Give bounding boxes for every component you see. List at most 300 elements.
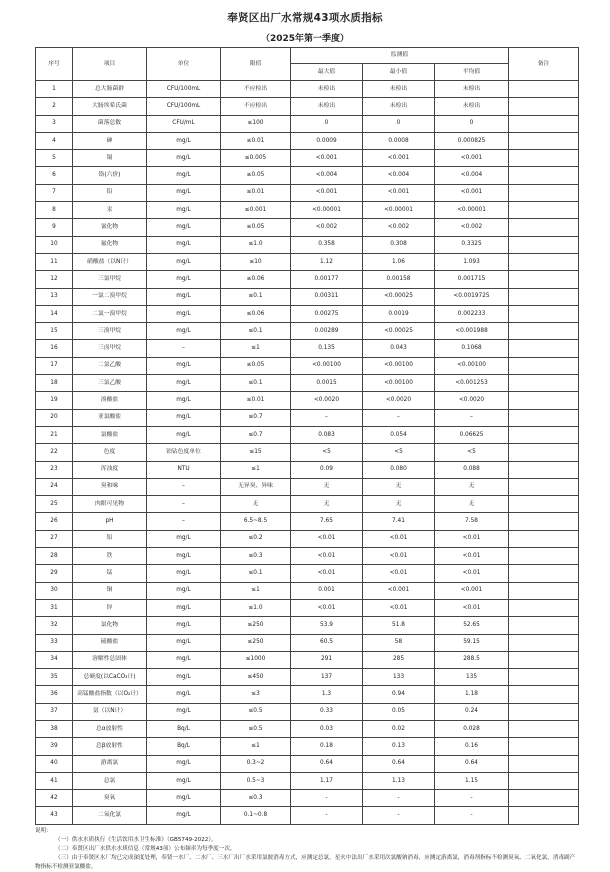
cell-min: <0.01: [363, 548, 435, 565]
cell-no: 16: [36, 340, 73, 357]
cell-item: 镉: [73, 150, 147, 167]
cell-no: 33: [36, 634, 73, 651]
cell-max: 0.03: [291, 720, 363, 737]
cell-unit: mg/L: [147, 150, 221, 167]
cell-remark: [509, 651, 579, 668]
cell-limit: ≤0.5: [221, 720, 291, 737]
cell-item: 肉眼可见物: [73, 496, 147, 513]
cell-item: 硝酸盐（以N计）: [73, 253, 147, 270]
cell-no: 7: [36, 184, 73, 201]
cell-remark: [509, 150, 579, 167]
cell-unit: mg/L: [147, 305, 221, 322]
cell-avg: <0.0020: [435, 392, 509, 409]
cell-no: 25: [36, 496, 73, 513]
cell-item: 溶解性总固体: [73, 651, 147, 668]
note-item-3: （三）由于奉贤区水厂均已完成深度处理，奉贤一水厂、二水厂、三水厂出厂水采用氯胺消毒方式，应测定总氯，星火中法出厂水采用次氯酸钠消毒，应测定游离氯，消毒剂指标不检测臭氧、二氧化氯，消毒副产物指标不检测亚氯酸盐。: [35, 855, 576, 870]
cell-unit: –: [147, 513, 221, 530]
cell-min: 0.05: [363, 703, 435, 720]
cell-max: <0.01: [291, 530, 363, 547]
cell-unit: mg/L: [147, 634, 221, 651]
table-header-row: [36, 48, 579, 64]
cell-avg: 无: [435, 496, 509, 513]
cell-remark: [509, 599, 579, 616]
notes-label: 说明：: [35, 828, 52, 834]
cell-item: pH: [73, 513, 147, 530]
cell-max: <5: [291, 444, 363, 461]
cell-remark: [509, 686, 579, 703]
cell-no: 10: [36, 236, 73, 253]
cell-limit: ≤1: [221, 461, 291, 478]
cell-min: 51.8: [363, 617, 435, 634]
cell-min: –: [363, 409, 435, 426]
cell-no: 42: [36, 790, 73, 807]
cell-max: 0.09: [291, 461, 363, 478]
cell-unit: mg/L: [147, 184, 221, 201]
cell-no: 22: [36, 444, 73, 461]
cell-limit: ≤0.005: [221, 150, 291, 167]
cell-no: 21: [36, 426, 73, 443]
cell-max: 0.00289: [291, 323, 363, 340]
cell-unit: mg/L: [147, 375, 221, 392]
cell-no: 5: [36, 150, 73, 167]
cell-item: 浑浊度: [73, 461, 147, 478]
cell-min: <0.00100: [363, 357, 435, 374]
cell-limit: 无异臭、异味: [221, 478, 291, 495]
table-row: [36, 617, 579, 634]
cell-remark: [509, 219, 579, 236]
cell-limit: ≤250: [221, 634, 291, 651]
cell-min: 无: [363, 496, 435, 513]
cell-item: 铁: [73, 548, 147, 565]
cell-item: 二氧化氯: [73, 807, 147, 824]
cell-unit: mg/L: [147, 582, 221, 599]
cell-item: 铬(六价): [73, 167, 147, 184]
cell-no: 18: [36, 375, 73, 392]
cell-min: 0.043: [363, 340, 435, 357]
cell-limit: ≤15: [221, 444, 291, 461]
cell-avg: 0.16: [435, 738, 509, 755]
cell-limit: ≤0.001: [221, 202, 291, 219]
cell-remark: [509, 236, 579, 253]
cell-unit: mg/L: [147, 548, 221, 565]
cell-remark: [509, 807, 579, 824]
cell-remark: [509, 98, 579, 115]
cell-limit: ≤10: [221, 253, 291, 270]
cell-min: 1.06: [363, 253, 435, 270]
cell-unit: mg/L: [147, 271, 221, 288]
cell-min: 未检出: [363, 81, 435, 98]
cell-item: 氨（以N计）: [73, 703, 147, 720]
cell-limit: ≤0.05: [221, 219, 291, 236]
cell-item: 氟化物: [73, 236, 147, 253]
page-subtitle: （2025年第一季度）: [260, 34, 350, 44]
header-unit: 单位: [147, 48, 221, 81]
cell-max: 1.12: [291, 253, 363, 270]
table-row: [36, 772, 579, 789]
cell-min: 1.13: [363, 772, 435, 789]
table-row: [36, 755, 579, 772]
cell-item: 总α放射性: [73, 720, 147, 737]
cell-max: 0.083: [291, 426, 363, 443]
cell-max: 0.00177: [291, 271, 363, 288]
cell-avg: 0.002233: [435, 305, 509, 322]
cell-item: 三卤甲烷: [73, 340, 147, 357]
note-item-2: （二）奉贤区出厂水供水水质信息（常规43项）公布频率为每季度一次。: [55, 846, 236, 852]
cell-avg: <0.001: [435, 184, 509, 201]
cell-unit: mg/L: [147, 323, 221, 340]
table-row: [36, 392, 579, 409]
cell-unit: CFU/mL: [147, 115, 221, 132]
header-min: 最小值: [363, 64, 435, 81]
cell-remark: [509, 496, 579, 513]
cell-avg: 0.028: [435, 720, 509, 737]
cell-limit: ≤100: [221, 115, 291, 132]
cell-limit: ≤1: [221, 582, 291, 599]
cell-avg: <0.01: [435, 599, 509, 616]
cell-avg: 0.1068: [435, 340, 509, 357]
table-row: [36, 686, 579, 703]
cell-unit: –: [147, 496, 221, 513]
cell-unit: mg/L: [147, 409, 221, 426]
cell-max: 291: [291, 651, 363, 668]
table-row: [36, 202, 579, 219]
cell-no: 3: [36, 115, 73, 132]
cell-limit: ≤1.0: [221, 236, 291, 253]
cell-no: 36: [36, 686, 73, 703]
cell-item: 菌落总数: [73, 115, 147, 132]
header-no: 序号: [36, 48, 73, 81]
cell-avg: <0.01: [435, 530, 509, 547]
cell-no: 29: [36, 565, 73, 582]
cell-max: <0.001: [291, 184, 363, 201]
cell-no: 4: [36, 132, 73, 149]
cell-avg: 未检出: [435, 81, 509, 98]
cell-min: <0.01: [363, 530, 435, 547]
note-item-1: （一）供水水质执行《生活饮用水卫生标准》（GB5749-2022）。: [55, 837, 217, 843]
cell-item: 硫酸盐: [73, 634, 147, 651]
header-limit: 限值: [221, 48, 291, 81]
cell-no: 35: [36, 669, 73, 686]
cell-avg: 1.18: [435, 686, 509, 703]
cell-limit: 无: [221, 496, 291, 513]
cell-remark: [509, 617, 579, 634]
cell-min: <0.002: [363, 219, 435, 236]
cell-unit: Bq/L: [147, 720, 221, 737]
cell-unit: mg/L: [147, 790, 221, 807]
cell-item: 溴酸盐: [73, 392, 147, 409]
table-row: [36, 565, 579, 582]
cell-max: <0.00100: [291, 357, 363, 374]
cell-item: 汞: [73, 202, 147, 219]
table-row: [36, 444, 579, 461]
cell-unit: mg/L: [147, 202, 221, 219]
cell-no: 15: [36, 323, 73, 340]
cell-min: 0: [363, 115, 435, 132]
cell-item: 锌: [73, 599, 147, 616]
table-row: [36, 703, 579, 720]
cell-no: 27: [36, 530, 73, 547]
cell-no: 12: [36, 271, 73, 288]
cell-item: 氯化物: [73, 617, 147, 634]
table-row: [36, 669, 579, 686]
cell-min: -: [363, 807, 435, 824]
cell-no: 23: [36, 461, 73, 478]
cell-limit: 6.5~8.5: [221, 513, 291, 530]
water-quality-table: [35, 47, 579, 825]
cell-unit: mg/L: [147, 167, 221, 184]
cell-avg: <5: [435, 444, 509, 461]
cell-limit: ≤0.06: [221, 305, 291, 322]
cell-no: 34: [36, 651, 73, 668]
cell-remark: [509, 357, 579, 374]
cell-avg: 0.001715: [435, 271, 509, 288]
table-row: [36, 634, 579, 651]
cell-limit: ≤0.01: [221, 132, 291, 149]
cell-max: 0.64: [291, 755, 363, 772]
cell-limit: 0.5~3: [221, 772, 291, 789]
cell-avg: 1.093: [435, 253, 509, 270]
cell-unit: mg/L: [147, 530, 221, 547]
cell-avg: 0.24: [435, 703, 509, 720]
cell-max: 53.9: [291, 617, 363, 634]
cell-remark: [509, 720, 579, 737]
cell-max: 未检出: [291, 81, 363, 98]
cell-limit: ≤1: [221, 340, 291, 357]
notes-section: [35, 827, 578, 872]
table-row: [36, 219, 579, 236]
cell-item: 一氯二溴甲烷: [73, 288, 147, 305]
cell-unit: mg/L: [147, 651, 221, 668]
cell-max: <0.004: [291, 167, 363, 184]
cell-max: 无: [291, 478, 363, 495]
cell-limit: 不应检出: [221, 98, 291, 115]
cell-max: 未检出: [291, 98, 363, 115]
cell-min: 0.0019: [363, 305, 435, 322]
cell-unit: –: [147, 478, 221, 495]
table-row: [36, 115, 579, 132]
table-row: [36, 807, 579, 824]
cell-item: 总氯: [73, 772, 147, 789]
cell-limit: ≤0.05: [221, 357, 291, 374]
cell-no: 40: [36, 755, 73, 772]
cell-max: 0: [291, 115, 363, 132]
cell-remark: [509, 461, 579, 478]
cell-no: 28: [36, 548, 73, 565]
cell-remark: [509, 115, 579, 132]
cell-min: <0.001: [363, 582, 435, 599]
cell-limit: ≤0.7: [221, 426, 291, 443]
cell-limit: ≤1000: [221, 651, 291, 668]
cell-avg: 0.000825: [435, 132, 509, 149]
cell-max: <0.001: [291, 150, 363, 167]
cell-unit: mg/L: [147, 288, 221, 305]
cell-min: <5: [363, 444, 435, 461]
cell-no: 13: [36, 288, 73, 305]
cell-max: <0.01: [291, 565, 363, 582]
table-row: [36, 426, 579, 443]
cell-remark: [509, 513, 579, 530]
cell-unit: mg/L: [147, 357, 221, 374]
cell-min: 未检出: [363, 98, 435, 115]
cell-remark: [509, 755, 579, 772]
cell-no: 31: [36, 599, 73, 616]
page-title: 奉贤区出厂水常规43项水质指标: [227, 12, 383, 24]
cell-remark: [509, 530, 579, 547]
header-remark: 备注: [509, 48, 579, 81]
cell-avg: <0.01: [435, 565, 509, 582]
cell-limit: ≤0.06: [221, 271, 291, 288]
cell-unit: NTU: [147, 461, 221, 478]
cell-avg: 0: [435, 115, 509, 132]
cell-item: 三氯乙酸: [73, 375, 147, 392]
cell-item: 三溴甲烷: [73, 323, 147, 340]
cell-max: 0.0015: [291, 375, 363, 392]
cell-remark: [509, 582, 579, 599]
cell-no: 41: [36, 772, 73, 789]
cell-min: 0.64: [363, 755, 435, 772]
cell-min: 0.02: [363, 720, 435, 737]
table-body: [36, 81, 579, 825]
table-row: [36, 236, 579, 253]
cell-min: 58: [363, 634, 435, 651]
cell-max: 0.00311: [291, 288, 363, 305]
cell-unit: mg/L: [147, 392, 221, 409]
cell-remark: [509, 478, 579, 495]
cell-avg: <0.00001: [435, 202, 509, 219]
table-row: [36, 305, 579, 322]
cell-limit: ≤1: [221, 738, 291, 755]
cell-avg: 0.64: [435, 755, 509, 772]
cell-min: -: [363, 790, 435, 807]
cell-min: 0.00158: [363, 271, 435, 288]
cell-unit: mg/L: [147, 426, 221, 443]
cell-remark: [509, 253, 579, 270]
cell-no: 26: [36, 513, 73, 530]
cell-remark: [509, 132, 579, 149]
table-row: [36, 375, 579, 392]
cell-unit: 铂钴色度单位: [147, 444, 221, 461]
cell-limit: ≤0.1: [221, 288, 291, 305]
cell-limit: ≤0.1: [221, 565, 291, 582]
cell-unit: mg/L: [147, 599, 221, 616]
cell-item: 铜: [73, 582, 147, 599]
cell-limit: ≤0.5: [221, 703, 291, 720]
cell-item: 总硬度(以CaCO₃计): [73, 669, 147, 686]
table-row: [36, 98, 579, 115]
cell-avg: <0.002: [435, 219, 509, 236]
cell-avg: <0.004: [435, 167, 509, 184]
cell-min: 0.13: [363, 738, 435, 755]
table-row: [36, 513, 579, 530]
cell-min: 0.94: [363, 686, 435, 703]
table-row: [36, 184, 579, 201]
cell-unit: mg/L: [147, 219, 221, 236]
cell-max: 1.17: [291, 772, 363, 789]
cell-avg: 52.65: [435, 617, 509, 634]
table-row: [36, 461, 579, 478]
table-row: [36, 409, 579, 426]
cell-limit: 不应检出: [221, 81, 291, 98]
cell-unit: mg/L: [147, 565, 221, 582]
cell-avg: -: [435, 807, 509, 824]
table-row: [36, 738, 579, 755]
cell-no: 11: [36, 253, 73, 270]
cell-remark: [509, 738, 579, 755]
table-row: [36, 150, 579, 167]
cell-unit: –: [147, 340, 221, 357]
cell-no: 30: [36, 582, 73, 599]
cell-max: 0.18: [291, 738, 363, 755]
table-row: [36, 167, 579, 184]
cell-item: 高锰酸盐指数（以O₂计）: [73, 686, 147, 703]
cell-max: <0.0020: [291, 392, 363, 409]
cell-avg: -: [435, 790, 509, 807]
cell-max: <0.01: [291, 548, 363, 565]
cell-unit: CFU/100mL: [147, 98, 221, 115]
cell-limit: ≤0.3: [221, 790, 291, 807]
cell-min: <0.00025: [363, 288, 435, 305]
cell-remark: [509, 167, 579, 184]
cell-remark: [509, 184, 579, 201]
cell-avg: <0.001: [435, 150, 509, 167]
cell-avg: 0.088: [435, 461, 509, 478]
cell-unit: Bq/L: [147, 738, 221, 755]
cell-item: 亚氯酸盐: [73, 409, 147, 426]
cell-limit: ≤450: [221, 669, 291, 686]
cell-remark: [509, 305, 579, 322]
cell-unit: mg/L: [147, 686, 221, 703]
header-max: 最大值: [291, 64, 363, 81]
cell-unit: mg/L: [147, 703, 221, 720]
table-row: [36, 720, 579, 737]
cell-remark: [509, 565, 579, 582]
cell-avg: <0.001253: [435, 375, 509, 392]
cell-no: 19: [36, 392, 73, 409]
cell-no: 6: [36, 167, 73, 184]
cell-limit: ≤0.2: [221, 530, 291, 547]
cell-min: <0.004: [363, 167, 435, 184]
cell-unit: mg/L: [147, 755, 221, 772]
table-row: [36, 271, 579, 288]
cell-avg: 0.06625: [435, 426, 509, 443]
cell-max: 137: [291, 669, 363, 686]
cell-limit: ≤0.01: [221, 184, 291, 201]
cell-avg: –: [435, 409, 509, 426]
cell-avg: 288.5: [435, 651, 509, 668]
table-row: [36, 548, 579, 565]
cell-min: <0.01: [363, 599, 435, 616]
cell-unit: mg/L: [147, 807, 221, 824]
cell-min: <0.0020: [363, 392, 435, 409]
cell-max: <0.002: [291, 219, 363, 236]
cell-no: 14: [36, 305, 73, 322]
cell-avg: <0.01: [435, 548, 509, 565]
cell-limit: ≤0.1: [221, 323, 291, 340]
cell-avg: 59.15: [435, 634, 509, 651]
cell-limit: ≤0.01: [221, 392, 291, 409]
cell-min: 0.080: [363, 461, 435, 478]
cell-avg: 7.58: [435, 513, 509, 530]
cell-remark: [509, 790, 579, 807]
table-row: [36, 496, 579, 513]
cell-avg: <0.0019725: [435, 288, 509, 305]
cell-limit: ≤3: [221, 686, 291, 703]
cell-min: 133: [363, 669, 435, 686]
cell-max: 7.65: [291, 513, 363, 530]
cell-limit: 0.3~2: [221, 755, 291, 772]
header-monitor: 监测值: [291, 48, 509, 64]
cell-remark: [509, 548, 579, 565]
